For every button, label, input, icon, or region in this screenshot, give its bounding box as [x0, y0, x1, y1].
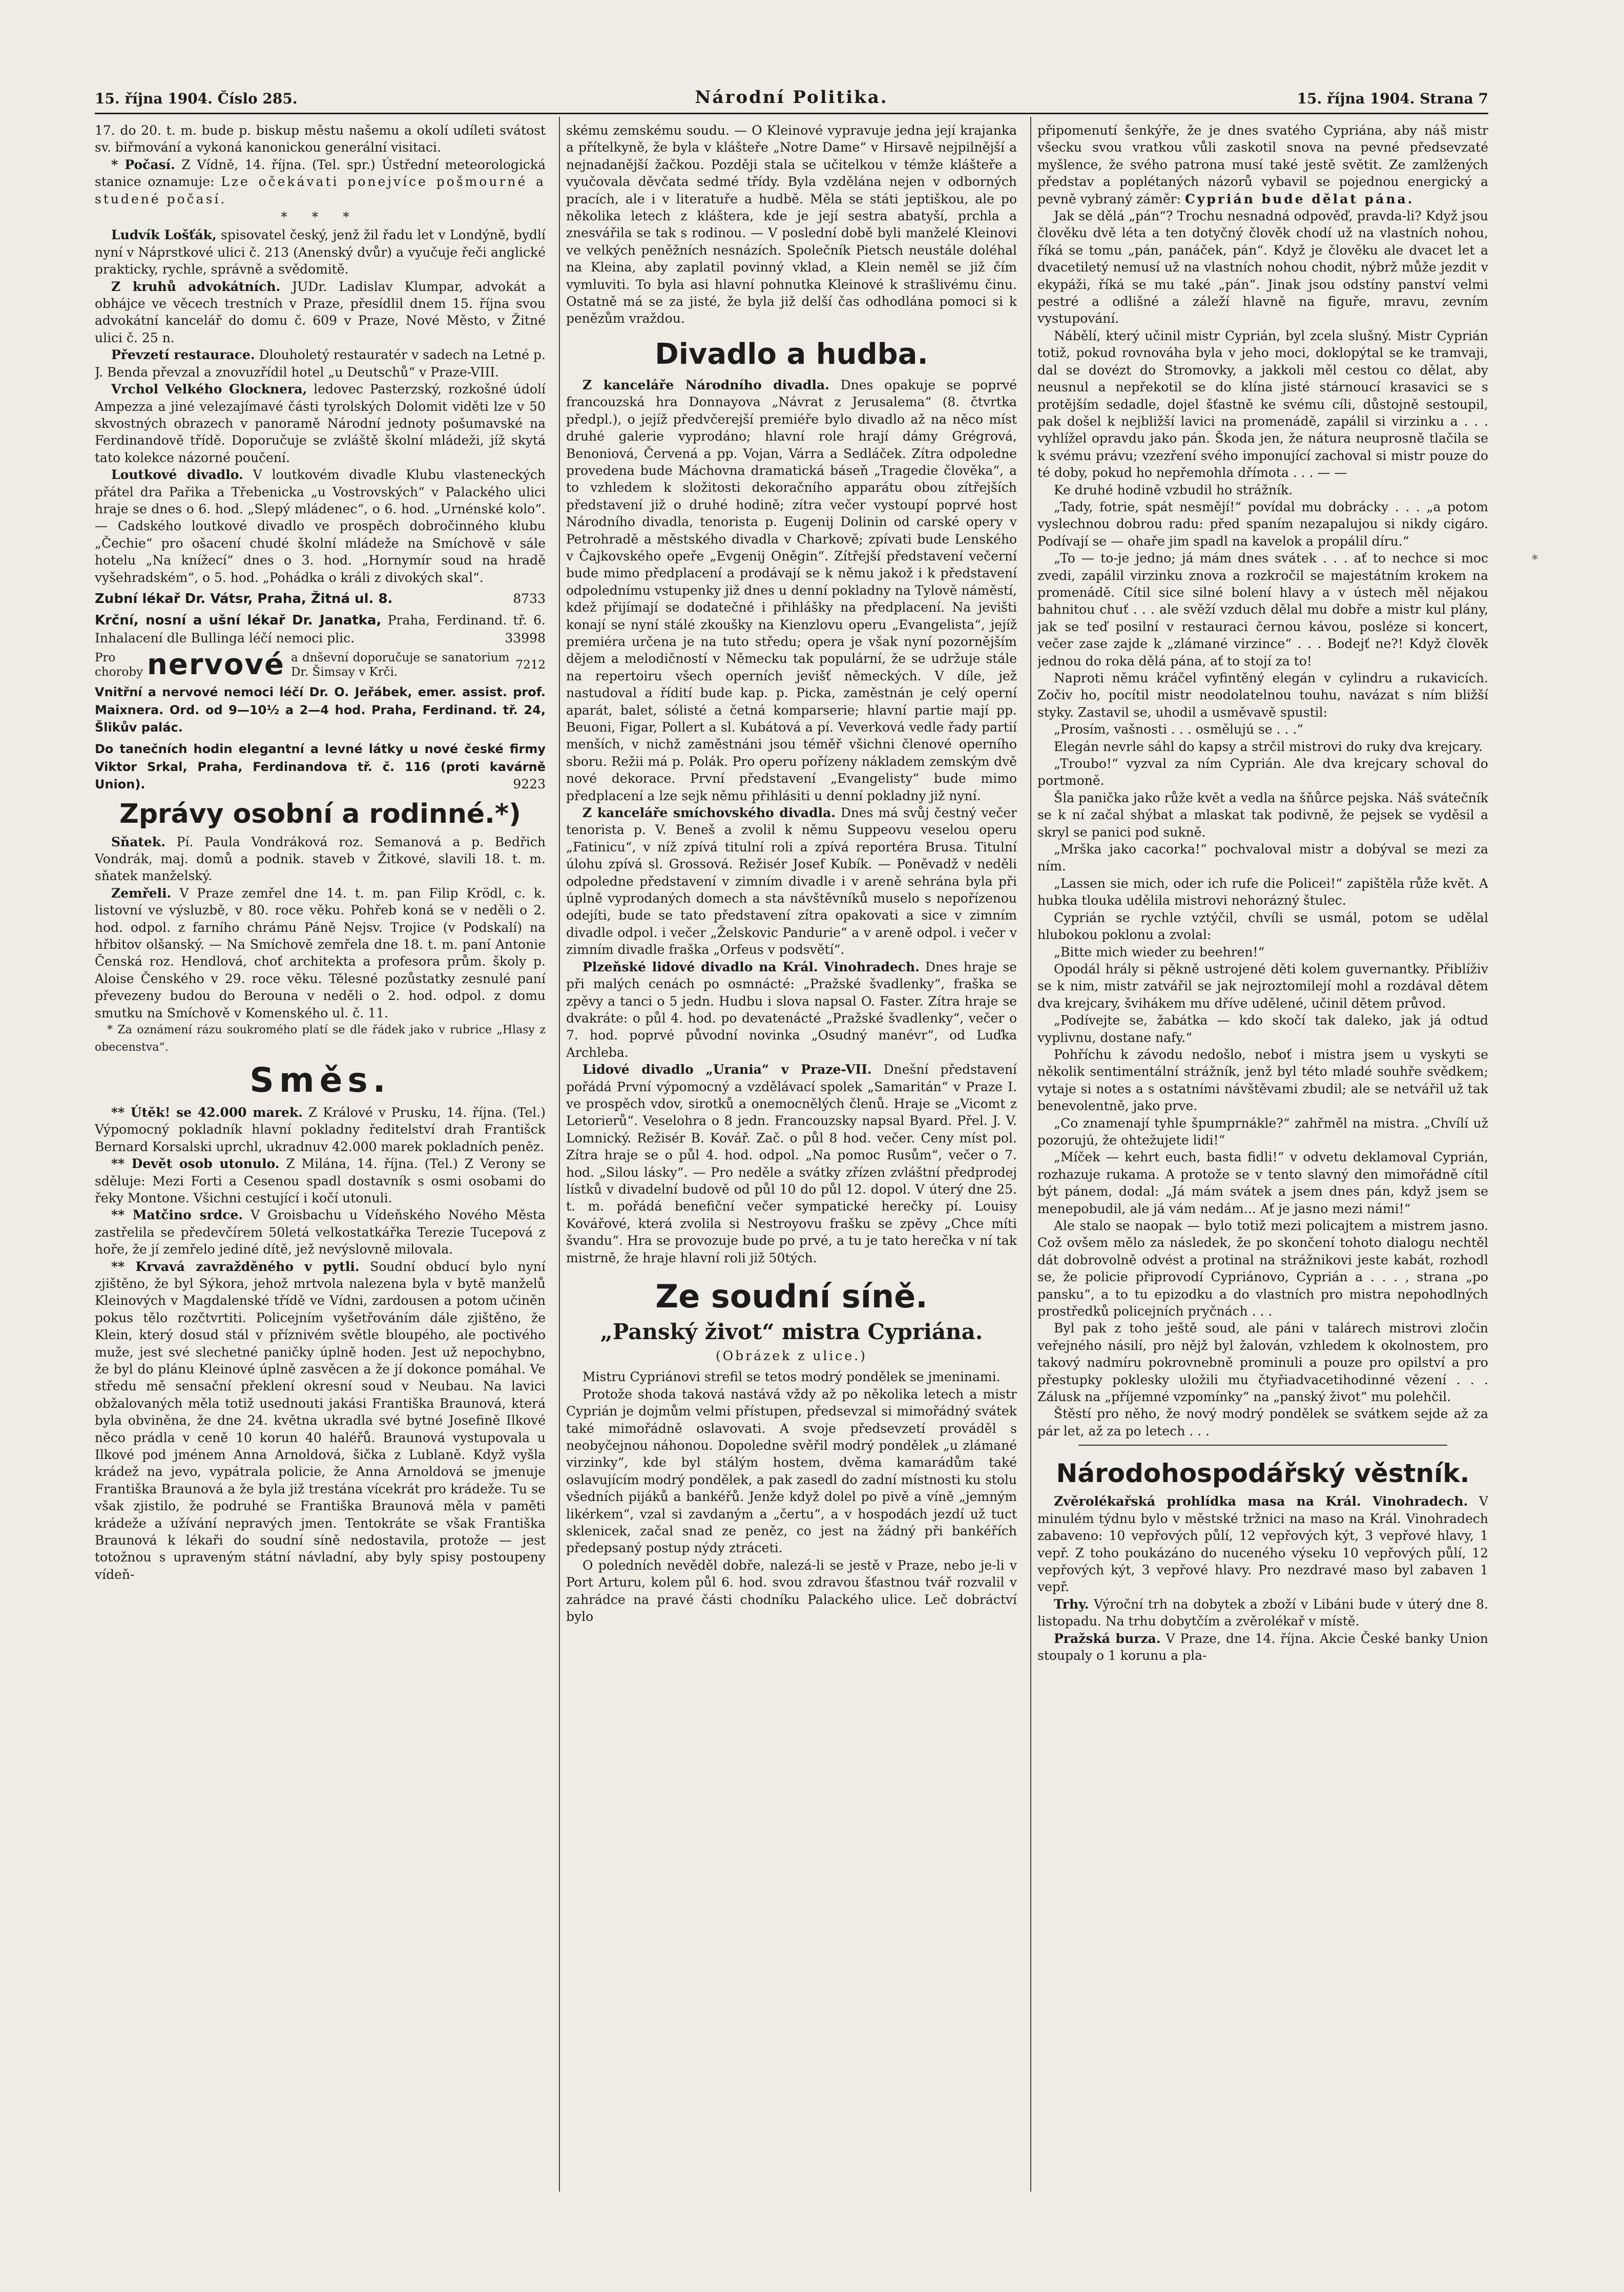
- news-lead: Vrchol Velkého Glocknera,: [111, 382, 307, 397]
- paragraph: „Troubo!“ vyzval za ním Cyprián. Ale dva krejcary schoval do portmoně.: [1037, 756, 1488, 788]
- advert-ent: [95, 612, 546, 647]
- section-heading-personal: Zprávy osobní a rodinné.*): [119, 798, 521, 829]
- news-lead: Lidové divadlo „Urania“ v Praze-VII.: [582, 1062, 872, 1077]
- advert-number: 33998: [505, 630, 546, 645]
- advert-fabrics: [95, 740, 546, 793]
- paragraph: Naproti němu kráčel vyfintěný elegán v cylindru a rukavicích. Zočiv ho, pocítil mistr neodolatelnou touhu, navázat s ním bližší styky. Zastavil se, uhodil a usměvavě spustil:: [1037, 671, 1488, 720]
- advert-number: 8733: [513, 591, 546, 606]
- column-2: [566, 122, 1017, 2192]
- advert-text: Zubní lékař Dr. Vátsr, Praha, Žitná ul. 8.: [95, 591, 393, 607]
- paragraph: [95, 278, 546, 347]
- paragraph-weather: [95, 156, 546, 207]
- separator-stars: * * *: [281, 210, 360, 225]
- advert-internal-medicine: [95, 683, 546, 736]
- section-heading-miscellany: Směs.: [249, 1060, 391, 1100]
- paragraph: [566, 377, 1017, 804]
- news-text: Dnes má svůj čestný večer tenorista p. V. Beneš a zvolil k němu Suppeovu veselou operu „Fatinicu“, v níž zpívá titulní roli a zpívá reportéra Brusa. Titulní úlohu zpívá sl. Grossová. Režisér Josef Kubík. — Poněvadž v neděli odpoledne představení v zimním divadle i v areně sehrána byla při úplně vyprodaných domech a sta návštěvníků muselo s nepořízenou odejíti, bude se tato představení zítra opakovati a sice v zimním divadle odpol. i večer „Želskovic Pandurie“ a v areně odpol. i večer v zimním divadle fraška „Orfeus v podsvětí“.: [566, 805, 1017, 957]
- section-heading-theatre: Divadlo a hudba.: [655, 337, 928, 371]
- advert-nervous: [95, 648, 546, 682]
- paragraph: „Prosím, vašnosti . . . osmělujú se . . .“: [1054, 722, 1304, 737]
- footnote: * Za oznámení rázu soukromého platí se dle řádek jako v rubrice „Hlasy z obecenstva“.: [95, 1024, 546, 1054]
- paragraph: [1037, 122, 1488, 207]
- advert-dentist: [95, 590, 546, 608]
- paragraph: [1037, 1596, 1488, 1630]
- margin-mark: *: [1532, 552, 1538, 567]
- advert-number: 9223: [513, 777, 546, 792]
- news-lead: Pražská burza.: [1054, 1631, 1161, 1646]
- news-lead: ** Devět osob utonulo.: [111, 1156, 280, 1172]
- news-text: Soudní obducí bylo nyní zjištěno, že byl Sýkora, jehož mrtvola nalezena byla v bytě manželů Kleinových v Magdalenské třídě ve Vídni, zardousen a potom učiněn pokus tělo rozčtvrtiti. Policejním vyšetřováním dále zjištěno, že Klein, který dosud stál v příznivém světle bloupého, ale poctivého muže, jest své slechetné paničky úplně hoden. Jest už nepochybno, že byl do plánu Kleinové úplně zasvěcen a že jí dokonce pomáhal. Ve středu mě sensační překlení okresní soud v Neubau. Na lavici obžalovaných měla totiž usednouti jakási Františka Braunová, která byla obviněna, že dne 24. května ukradla své bytné Josefině Ilkové něco prádla v ceně 10 korun 40 haléřů. Braunová vystupovala u Ilkové pod jménem Anna Arnoldová, šička z Lublaně. Když vyšla krádež na jevo, vypátrala policie, že Anna Arnoldová se jmenuje Františka Braunová a že byla již trestána vícekrát pro krádeže. Tu se však zjistilo, že podruhé se Františka Braunová měla v paměti krádeže a užívání nepravých jmen. Tentokráte se však Františka Braunová k lékaři do soudní síně nedostavila, protože — jest totožnou s upraveným státní návladní, aby byly spisy postoupeny vídeň-: [95, 1259, 546, 1582]
- paragraph: Ke druhé hodině vzbudil ho strážník.: [1054, 482, 1293, 497]
- paragraph: „Mrška jako cacorka!“ pochvaloval mistr a dobýval se mezi za ním.: [1037, 842, 1488, 874]
- news-text: Výroční trh na dobytek a zboží v Libáni bude v úterý dne 8. listopadu. Na trhu dobytčím a zvěrolékař v místě.: [1037, 1596, 1488, 1629]
- news-text: JUDr. Ladislav Klumpar, advokát a obhájce ve věcech trestních v Praze, přesídlil dnem 15. října svou advokátní kancelář do domu č. 609 v Praze, Nové Město, v Žitné ulici č. 25 n.: [95, 279, 546, 345]
- paragraph: Cyprián se rychle vztýčil, chvíli se usmál, potom se udělal hlubokou poklonu a zvolal:: [1037, 910, 1488, 943]
- paragraph: skému zemskému soudu. — O Kleinové vypravuje jedna její krajanka a přítelkyně, že byla v klášteře „Notre Dame“ v Hirsavě nejpilnější a nejnadanější žačkou. Později stala se učitelkou v témže klášteře a vyučovala děvčata sedmé třídy. Byla vzdělána nejen v odborných pracích, ale i v literatuře a hudbě. Měla se státi jeptiškou, ale po několika letech z kláštera, kde je její sestra abatyší, prchla a znesvářila se tak s rodinou. — V poslední době byli manželé Kleinovi ve velkých peněžních nesnázích. Společník Pietsch neustále doléhal na Kleina, aby zaplatil povinný vklad, a Klein neměl se již čím vymluviti. To byla asi hlavní pohnutka Kleinové k strašlivému činu. Ostatně má se za jisté, že byla již delší čas odhodlána pomoci si k penězům vraždou.: [566, 123, 1017, 326]
- news-text: V minulém týdnu bylo v městské tržnici na maso na Král. Vinohradech zabaveno: 10 vepřových půlí, 12 vepřových kýt, 3 vepřové hlavy, 1 vepř. Z toho poukázáno do nuceného výseku 10 vepřových půlí, 12 vepřových kýt, 3 vepřové hlavy. Pro nezdravé maso byl zabaven 1 vepř.: [1037, 1494, 1488, 1595]
- paragraph: „To — to-je jedno; já mám dnes svátek . . . ať to nechce si moc zvedi, zapálil virzinku znova a rozkročil se majestátním krokem na promenádě. Cítil sice silné bolení hlavy a v ústech měl nějakou bahnitou chuť . . . ale svěží vzduch dělal mu dobře a mistr kul plány, jak se teď posilní v restauraci černou kávou, posléze si koncert, večer zase zajde k „zlámané virzince“ . . . Bodejť ne?! Když člověk jednou do roka dělá pána, ať to stojí za to!: [1037, 551, 1488, 669]
- paragraph: [566, 959, 1017, 1061]
- news-text: spisovatel český, jenž žil řadu let v Londýně, bydlí nyní v Náprstkové ulici č. 213 (Anenský dvůr) a vyučuje řeči anglické prakticky, rychle, správně a svědomitě.: [95, 227, 546, 277]
- news-lead: Z kanceláře smíchovského divadla.: [582, 805, 836, 821]
- header-date-issue: 15. října 1904. Číslo 285.: [95, 90, 298, 107]
- paragraph: [95, 381, 546, 466]
- news-lead: ** Krvavá zavražděného v pytli.: [111, 1259, 360, 1274]
- advert-number: 7212: [515, 658, 546, 672]
- paragraph: [95, 226, 546, 278]
- advert-prefix: Pro choroby: [95, 651, 143, 679]
- advert-big-word: nervové: [147, 648, 285, 682]
- advert-text: Vnitřní a nervové nemoci léčí Dr. O. Jeřábek, emer. assist. prof. Maixnera. Ord. od 9—10½ a 2—4 hod. Praha, Ferdinand. tř. 24, Šlikův palác.: [95, 685, 546, 735]
- article-subtitle: (Obrázek z ulice.): [716, 1348, 867, 1363]
- news-text: Z Milána, 14. října. (Tel.) Z Verony se sděluje: Mezi Forti a Cesenou spadl dostavník s osmi osobami do řeky Montone. Všichni cestující i kočí utonuli.: [95, 1156, 546, 1205]
- paragraph: „Tady, fotrie, spát nesmějí!“ povídal mu dobrácky . . . „a potom vyslechnou dobrou radu: před spaním nezapalujou si nikdy cigáro. Podívají se — ohaře jim spadl na kavelok a propálil díru.“: [1037, 499, 1488, 549]
- news-lead: ** Matčino srdce.: [111, 1207, 243, 1223]
- news-lead: Z kanceláře Národního divadla.: [582, 377, 829, 392]
- news-lead: Převzetí restaurace.: [111, 347, 255, 363]
- advert-lead: Krční, nosní a ušní lékař Dr. Janatka,: [95, 613, 382, 629]
- paragraph: Šla panička jako růže květ a vedla na šňůrce pejska. Náš svátečník se k ní začal shýbat a mlaskat tak podivně, že pejsek se vyděsil a skryl se panici pod sukně.: [1037, 790, 1488, 840]
- paragraph: [95, 346, 546, 381]
- paragraph: [1037, 1630, 1488, 1664]
- column-rule: [1030, 117, 1031, 2192]
- news-text: Pí. Paula Vondráková roz. Semanová a p. Bedřich Vondrák, maj. domů a podnik. staveb v Žitkové, slavili 18. t. m. sňatek manželský.: [95, 834, 546, 884]
- spaced-text: Lze očekávati ponejvíce pošmourné a studené počasí.: [95, 174, 546, 206]
- paragraph: [95, 1104, 546, 1155]
- paragraph: [566, 804, 1017, 959]
- paragraph: Protože shoda taková nastává vždy až po několika letech a mistr Cyprián je dojmům velmi přístupen, předsevzal si mimořádný svátek také mimořádně oslavovati. A svoje předsevzetí prováděl s neobyčejnou náhonou. Dopoledne svěřil modrý pondělek „u zlámané virzinky“, kde byl stálým hostem, dvěma kamarádům také oslavujícím modrý pondělek, a pak zasedl do zadní místnosti ku stolu všedních pijáků a bankéřů. Jenže když dolel po pivě a víně „jemným likérkem“, vzal si zavdaným a „čertu“, a v hospodách jezdí už tuct sklenicek, začal snad ze peněz, co jest na žádný při bankéřích předepsaný postup nýdy ztráceti.: [566, 1386, 1017, 1556]
- paragraph: [95, 834, 546, 885]
- advert-text: a dnševní doporučuje se sanatorium Dr. Šimsay v Krči.: [290, 651, 510, 679]
- header-date-page: 15. října 1904. Strana 7: [1297, 90, 1488, 107]
- news-text: Z Vídně, 14. října. (Tel. spr.) Ústřední meteorologická stanice oznamuje:: [95, 157, 546, 190]
- section-heading-economy: Národohospodářský věstník.: [1056, 1458, 1470, 1489]
- article-title: „Panský život“ mistra Cypriána.: [600, 1319, 983, 1344]
- paragraph: „Míček — kehrt euch, basta fidli!“ v odvetu deklamoval Cyprián, rozhazuje rukama. A protože se v tento slavný den mimořádně cítil být pánem, dodal: „Já mám svátek a jsem dnes pán, když jsem se menepobudil, ale já vám nedám... Ať je jasno mezi námi!“: [1037, 1150, 1488, 1216]
- news-lead: * Počasí.: [111, 157, 175, 172]
- news-lead: Loutkové divadlo.: [111, 467, 243, 483]
- news-lead: Sňatek.: [111, 834, 165, 849]
- paragraph: „Podívejte se, žabátka — kdo skočí tak daleko, jak já odtud vyplivnu, dostane nafy.“: [1037, 1013, 1488, 1045]
- paragraph: Byl pak z toho ještě soud, ale páni v talárech mistrovi zločin veřejného násilí, pro nějž byl žalován, vzhledem k okolnostem, pro takový nadmíru pokrovnebně prominuli a pouze pro opilství a pro přestupky poklesky uložili mu čtyřiadvacetihodinné vězení . . . Zálusk na „příjemné vzpomínky“ na „panský život“ mu polehčil.: [1037, 1321, 1488, 1405]
- paragraph: Elegán nevrle sáhl do kapsy a strčil mistrovi do ruky dva krejcary.: [1054, 739, 1483, 754]
- news-text: V Groisbachu u Vídeňského Nového Města zastřelila se předevčírem 50letá velkostatkářka Terezie Tucepová z hoře, že jí zemřelo jediné dítě, jež nevýslovně milovala.: [95, 1207, 546, 1257]
- column-3: [1037, 122, 1488, 2192]
- news-text: V Praze zemřel dne 14. t. m. pan Filip Krödl, c. k. listovní ve výsluzbě, v 80. roce věku. Pohřeb koná se v neděli o 2. hod. odpol. z farního chrámu Páně Nejsv. Trojice (v Podskalí) na hřbitov olšanský. — Na Smíchově zemřela dne 18. t. m. paní Antonie Čenská roz. Hendlová, choť architekta a profesora prům. školy p. Aloise Čenského v 29. roce věku. Tělesné pozůstatky zesnulé paní převezeny budou do Berouna v neděli o 2. hod. odpol. z domu smutku na Smíchově v Komenského ul. č. 11.: [95, 885, 546, 1020]
- paragraph: Štěstí pro něho, že nový modrý pondělek se svátkem sejde až za pár let, až za po letech . . .: [1037, 1406, 1488, 1439]
- paragraph: [95, 1155, 546, 1206]
- page-header: [95, 87, 1488, 114]
- paragraph: Mistru Cypriánovi strefil se tetos modrý pondělek se jmeninami.: [582, 1369, 1001, 1385]
- news-lead: Trhy.: [1054, 1596, 1089, 1612]
- news-text: Dlouholetý restauratér v sadech na Letné p. J. Benda převzal a znovuzřídil hotel „u Deutschů“ v Praze-VIII.: [95, 347, 546, 380]
- paragraph: [1037, 1493, 1488, 1595]
- paragraph: Ale stalo se naopak — bylo totiž mezi policajtem a mistrem jasno. Což ovšem mělo za následek, že po skončení tohoto dialogu nechtěl dát dobrovolně odvést a protinal na strážnikovi jeste kabát, rozhodl se, že policie připrovodí Cypriánovo, Cyprián a . . . , strana „po pansku“, a to tu epizodku a do vlastních pro mistra nepohodlných prostředků policejních pryčnách . . .: [1037, 1218, 1488, 1319]
- news-lead: ** Útěk! se 42.000 marek.: [111, 1105, 303, 1120]
- paragraph: O poledních nevěděl dobře, nalezá-li se jestě v Praze, nebo je-li v Port Arturu, kolem půl 6. hod. svou zdravou šťastnou tvář rozvalil v zahrádce na pravé části chodníku Palackého ulice. Leč dobráctví bylo: [566, 1557, 1017, 1624]
- section-heading-court: Ze soudní síně.: [655, 1278, 928, 1315]
- news-text: Dnes opakuje se poprvé francouzská hra Donnayova „Návrat z Jerusalema“ (8. čtvrtka předpl.), o jejíž předvčerejší premiéře bylo divadlo až na něco míst druhé galerie vyprodáno; hlavní role hrají dámy Grégrová, Benoniová, Červená a pp. Vojan, Várra a Sedláček. Zítra odpoledne provedena bude Máchovna dramatická báseň „Tragedie člověka“, a to vzhledem k složitosti dekoračního apparátu obou zítřejších představení již o druhé hodině; zítra večer vystoupí poprvé host Národního divadla, tenorista p. Eugenij Dolinin od carské opery v Petrohradě a městského divadla v Charkově; zpívati bude Lenského v Čajkovského opeře „Evgenij Oněgin“. Zítřejší představení večerní bude mimo předplacení a prodávají se k němu jakož i k představení odpolednímu vstupenky již dnes u denní pokladny na Tylově náměstí, kdež přijímají se dodatečné i přihlášky na předplacení. Na jevišti konají se nyní stálé zkoušky na Kienzlovu operu „Evangelista“, jejíž premiéra určena je na tuto středu; opera je však nyní pozornějším dějem a melodičností v Německu tak populární, že se udržuje stále na repertoiru všech operních jevišť německých. V díle, jež nastudoval a řídití bude kap. p. Picka, zaměstnán je celý operní aparát, balet, sólisté a četná komparserie; hlavní partie mají pp. Beuoni, Figar, Pollert a sl. Kubátová a pí. Veverková vedle řady partií menších, v nichž zaměstnáni jsou téměř všichni členové operního sboru. Režii má p. Polák. Pro operu pořízeny nákladem zemským dvě nové dekorace. První představení „Evangelisty“ bude mimo předplacení a lze sejk němu přihlásiti u denní pokladny již nyní.: [566, 377, 1017, 803]
- masthead-title: Národní Politika.: [695, 87, 888, 108]
- advert-text: Do tanečních hodin elegantní a levné látky u nové české firmy Viktor Srkal, Praha, Ferdinandova tř. č. 116 (proti kavárně Union).: [95, 742, 546, 792]
- paragraph: „Bitte mich wieder zu beehren!“: [1054, 944, 1265, 960]
- paragraph: [95, 1206, 546, 1258]
- news-text: Z Králové v Prusku, 14. října. (Tel.) Výpomocný pokladník hlavní pokladny ředitelství drah Františck Bernard Korsalski uprchl, ukradnuv 42.000 marek pokladních peněz.: [95, 1105, 546, 1154]
- paragraph: Opodál hrály si pěkně ustrojené děti kolem guvernantky. Přiblíživ se k nim, mistr zatvářil se jak nejroztomilejí mohl a rozdával dětem dva krejcary, švihákem mu dříve udělené, učinil dětem průvod.: [1037, 961, 1488, 1011]
- news-text: V Praze, dne 14. října. Akcie České banky Union stoupaly o 1 korunu a pla-: [1037, 1631, 1488, 1663]
- news-lead: Z kruhů advokátních.: [111, 279, 281, 294]
- paragraph: [95, 466, 546, 586]
- paragraph: [566, 1061, 1017, 1266]
- paragraph: [95, 1258, 546, 1583]
- news-text: ledovec Pasterzský, rozkošné údolí Ampezza a jiné velezajímavé části tyrolských Dolomit viděti lze v 50 skvostných obrazech v panoramě Národní jednoty pošumavské na Ferdinandově třídě. Doporučuje se zvláště školní mládeži, jíž skytá tato kolekce názorné poučení.: [95, 382, 546, 465]
- news-lead: Ludvík Lošťák,: [111, 227, 217, 243]
- column-rule: [559, 117, 560, 2192]
- news-text: Dnes hraje se při malých cenách po osmnácté: „Pražské švadlenky“, fraška se zpěvy a tanci o 5 jedn. Hudbu i slova napsal O. Faster. Zítra hraje se dvakráte: o půl 4. hod. po devatenácté „Pražské švadlenky“, večer o 7. hod. poprvé původní novinka „Osudný manévr“, od Luďka Archleba.: [566, 959, 1017, 1060]
- paragraph: Jak se dělá „pán“? Trochu nesnadná odpověď, pravda-li? Když jsou člověku dvě léta a ten dotyčný člověk chodí už na vlastních nohou, říká se tomu „pán, panáček, pán“. Když je člověku ale dvacet let a dvacetiletý nemusí už na vlastních nohou chodit, nýbrž může jezdit v ekypáži, říká se mu také „pán“. Jinak jsou odstíny panství velmi pestré a odlišné a záleží hlavně na figuře, mravu, zevním vystupování.: [1037, 209, 1488, 326]
- news-lead: Zemřeli.: [111, 885, 172, 901]
- news-text: připomenutí šenkýře, že je dnes svatého Cypriána, aby náš mistr všecku svou vratkou vůli zaskotil snova na pevné předsevzaté myšlence, že svého patrona musí také jestě světit. Ze zamlžených představ a poplétaných názorů vybavil se pojednou energický a pevně vybraný záměr:: [1037, 123, 1488, 206]
- paragraph: „Lassen sie mich, oder ich rufe die Policei!“ zapištěla růže květ. A hubka tlouka udělila mistrovi nehorázný štulec.: [1037, 876, 1488, 908]
- spaced-text: Cyprián bude dělat pána.: [1184, 191, 1414, 206]
- news-lead: Zvěrolékařská prohlídka masa na Král. Vinohradech.: [1054, 1494, 1468, 1509]
- news-text: Dnešní představení pořádá První výpomocný a vzdělávací spolek „Samaritán“ v Praze I. ve prospěch vdov, sirotků a onemocnělých členů. Hraje se „Vicomt z Letorierů“. Veselohra o 8 jedn. Francouzsky napsal Byard. Přel. J. V. Lomnický. Režisér B. Kovář. Zač. o půl 8 hod. večer. Ceny míst pol. Zítra hraje se o půl 4. hod. odpol. „Na pomoc Rusům“, večer o 7. hod. „Silou lásky“. — Pro neděle a svátky zřízen zvláštní předprodej lístků v divadelní budově od půl 10 do půl 12. dopol. V úterý dne 25. t. m. pořádá benefiční večer sympatické herečky pí. Louisy Kovářové, která zvolila si Nestroyovu frašku se zpěvy „Chce míti švandu“. Hra se provozuje bude po prvé, a tu je tato herečka v ní tak mistrně, že hraje hlavní roli již 50tých.: [566, 1062, 1017, 1265]
- advert-text: Praha, Ferdinand. tř. 6. Inhalacení dle Bullinga léčí nemoci plic.: [95, 613, 546, 645]
- column-1: [95, 122, 546, 2192]
- paragraph: „Co znamenají tyhle špumprnákle?“ zahřměl na mistra. „Chvílí už pozorujú, že ohtežujete lidi!“: [1037, 1115, 1488, 1148]
- news-text: V loutkovém divadle Klubu vlasteneckých přátel dra Pařika a Třebenicka „u Vostrovských“ v Palackého ulici hraje se dnes o 6. hod. „Slepý mládenec“, o 6. hod. „Urnénské kolo“. — Cadského loutkové divadlo ve prospěch dobročinného klubu „Čechie“ pro ošacení chudé školní mládeže na Smíchově v sále hotelu „Na knížecí“ dnes o 3. hod. „Hornymír soud na hradě vyšehradském“, o 5. hod. „Pohádka o králi z divokých skal“.: [95, 467, 546, 585]
- paragraph: Pohříchu k závodu nedošlo, neboť i mistra jsem u vyskyti se několik sentimentální strážník, jenž byl této mladé souhře svědkem; vytaje si notes a s ostatními návštěvami zbudil; ale se netvářil už tak benevolentně, jako prve.: [1037, 1047, 1488, 1114]
- divider: [1078, 1445, 1447, 1446]
- paragraph: 17. do 20. t. m. bude p. biskup městu našemu a okolí udíleti svátost sv. biřmování a vykoná kanonickou generální visitaci.: [95, 123, 546, 155]
- paragraph: Nábělí, který učinil mistr Cyprián, byl zcela slušný. Mistr Cyprián totiž, pokud rovnováha byla v jeho moci, doklopýtal se ke tramvaji, dal se dovézt do Stromovky, a jakkoli měl cestou co dělat, aby neusnul a nepřekotil se do klína jisté stárnoucí krasavici se s protějším sedadle, dojel šťastně ke svému cíli, důstojně sestoupil, pak došel k nejbližší lavici na promenádě, zapálil si virzinku a . . . vyhlížel opravdu jako pán. Škoda jen, že nátura neuprosně tlačila se k svému právu; vzezření svého imponující zachoval si mistr pouze do té doby, pokud ho nepřemohla dřímota . . . — —: [1037, 328, 1488, 481]
- paragraph: [95, 885, 546, 1022]
- news-lead: Plzeňské lidové divadlo na Král. Vinohradech.: [582, 959, 920, 974]
